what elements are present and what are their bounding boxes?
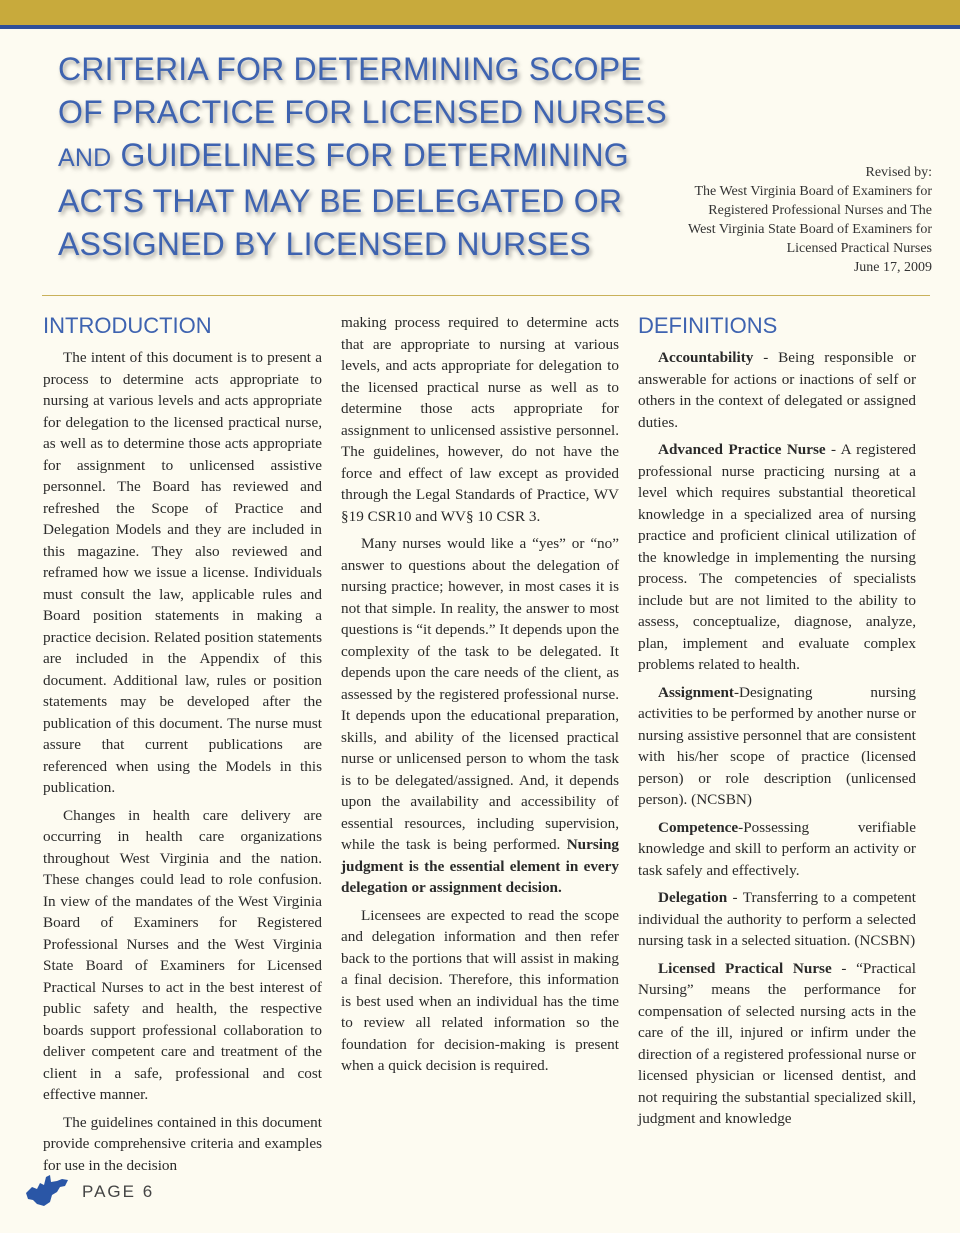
definition-separator: -	[831, 959, 857, 977]
definition-term: Accountability	[658, 349, 754, 366]
definitions-column	[638, 313, 916, 1136]
definition-separator: -	[727, 889, 743, 906]
west-virginia-map-icon	[24, 1173, 70, 1207]
definition-text: Designating nursing activities to be performed by another nurse or nursing assistive personnel that are consistent with his/her scope of practice (licensed person) or role description (unlicensed person). (NCSBN)	[638, 683, 916, 808]
definition-separator: -	[738, 818, 744, 836]
definition-item	[638, 958, 916, 1130]
nursing-judgment-emphasis: Nursing judgment is the essential element in every delegation or assignment decision.	[341, 836, 620, 896]
definition-separator: -	[825, 441, 841, 458]
middle-column	[341, 312, 619, 1083]
definition-term: Licensed Practical Nurse	[658, 959, 832, 977]
revision-line: Registered Professional Nurses and The	[708, 203, 932, 218]
definition-item	[638, 682, 916, 811]
top-gold-bar	[0, 0, 960, 25]
revision-line: Revised by:	[865, 165, 932, 180]
definition-term: Assignment	[658, 683, 734, 701]
header-divider	[42, 295, 930, 296]
definition-separator: -	[733, 683, 740, 701]
definition-text: A registered professional nurse practicing nursing at a level which requires substantial theoretical knowledge in a specialized area of nursing practice and proficient clinical utilization of the knowledge in implementing the nursing process. The competencies of specialists include but are not limited to the ability to assess, conceptualize, diagnose, analyze, plan, implement and evaluate complex problems related to health.	[638, 441, 916, 673]
revision-line: Licensed Practical Nurses	[786, 241, 932, 256]
top-blue-rule	[0, 25, 960, 29]
introduction-heading: INTRODUCTION	[43, 313, 212, 338]
revision-note	[632, 163, 932, 277]
title-line-3	[58, 134, 678, 180]
title-line-5: ASSIGNED BY LICENSED NURSES	[58, 226, 591, 262]
middle-paragraph-2-text: Many nurses would like a “yes” or “no” answer to questions about the delegation of nursing practice; however, in most cases it is not that simple. In reality, the answer to most questions is “it depends.” It depends upon the complexity of the task to be delegated. It depends upon the care needs of the client, as assessed by the registered professional nurse. It depends upon the educational preparation, skills, and ability of the licensed practical nurse or unlicensed person to whom the task is to be delegated/assigned. And, it depends upon the availability and accessibility of essential resources, including supervision, while the task is being performed.	[341, 535, 619, 853]
intro-paragraph-2: Changes in health care delivery are occurring in health care organizations throughout West Virginia and the nation. These changes could lead to role confusion. In view of the mandates of the West Virginia Board of Examiners for Registered Professional Nurses and the West Virginia State Board of Examiners for Licensed Practical Nurses to act in the best interest of public safety and health, the respective boards support professional collaboration to deliver competent care and treatment of the client in a safe, professional and cost effective manner.	[43, 806, 322, 1103]
definitions-heading: DEFINITIONS	[638, 313, 778, 338]
title-and: AND	[58, 144, 112, 172]
definition-term: Competence	[658, 818, 739, 836]
title-line-4: ACTS THAT MAY BE DELEGATED OR	[58, 183, 623, 219]
definition-item	[638, 439, 916, 676]
page-title	[58, 48, 678, 266]
definition-text: “Practical Nursing” means the performance for compensation of selected nursing acts in the care of the ill, injured or infirm under the direction of a registered professional nurse or licensed physician or licensed dentist, and not requiring the substantial specialized skill, judgment and knowledge	[638, 959, 916, 1127]
definition-text: Transferring to a competent individual the authority to perform a selected nursing task in a selected situation. (NCSBN)	[638, 889, 916, 949]
intro-paragraph-3: The guidelines contained in this document provide comprehensive criteria and examples for use in the decision	[43, 1113, 322, 1174]
title-line-2: OF PRACTICE FOR LICENSED NURSES	[58, 94, 667, 130]
page-footer	[24, 1173, 224, 1213]
definition-item	[638, 887, 916, 952]
definition-term: Advanced Practice Nurse	[658, 441, 826, 458]
definition-item	[638, 817, 916, 882]
definition-item	[638, 347, 916, 433]
intro-paragraph-1: The intent of this document is to present a process to determine acts appropriate to nursing at various levels and acts appropriate for delegation to the licensed practical nurse, as well as to determine those acts appropriate for assignment to unlicensed assistive personnel. The Board has reviewed and refreshed the Scope of Practice and Delegation Models and they are included in this magazine. They also reviewed and reframed how we issue a license. Individuals must consult the law, applicable rules and Board position statements in making a practice decision. Related position statements are included in the Appendix of this document. Additional law, rules or position statements may be developed after the publication of this document. The nurse must assure that current publications are referenced when using the Models in this publication.	[43, 349, 322, 796]
revision-line: The West Virginia Board of Examiners for	[694, 184, 932, 199]
definition-term: Delegation	[658, 889, 728, 906]
definition-text: Being responsible or answerable for actions or inactions of self or others in the context of delegated or assigned duties.	[638, 349, 916, 431]
middle-paragraph-1: making process required to determine acts that are appropriate to nursing at various levels, and acts appropriate for delegation to the licensed practical nurse as well as to determine those acts appropriate for assignment to unlicensed assistive personnel. The guidelines, however, do not have the force and effect of law except as provided through the Legal Standards of Practice, WV §19 CSR10 and WV§ 10 CSR 3.	[341, 314, 619, 525]
definition-separator: -	[753, 349, 779, 366]
middle-paragraph-2	[341, 533, 619, 899]
revision-line: West Virginia State Board of Examiners for	[687, 222, 932, 237]
title-line-3-text: GUIDELINES FOR DETERMINING	[120, 137, 629, 173]
title-line-1: CRITERIA FOR DETERMINING SCOPE	[58, 51, 642, 87]
middle-paragraph-3: Licensees are expected to read the scope and delegation information and then refer back to the portions that will assist in making a final decision. Therefore, this information is best used when an individual has the time to review all related information so the foundation for decision-making is present when a quick decision is required.	[341, 906, 619, 1074]
definition-text: Possessing verifiable knowledge and skill to perform an activity or task safely and effectively.	[638, 818, 916, 879]
revision-date: June 17, 2009	[853, 260, 932, 275]
page-number: PAGE 6	[82, 1182, 155, 1201]
introduction-column	[43, 313, 322, 1182]
